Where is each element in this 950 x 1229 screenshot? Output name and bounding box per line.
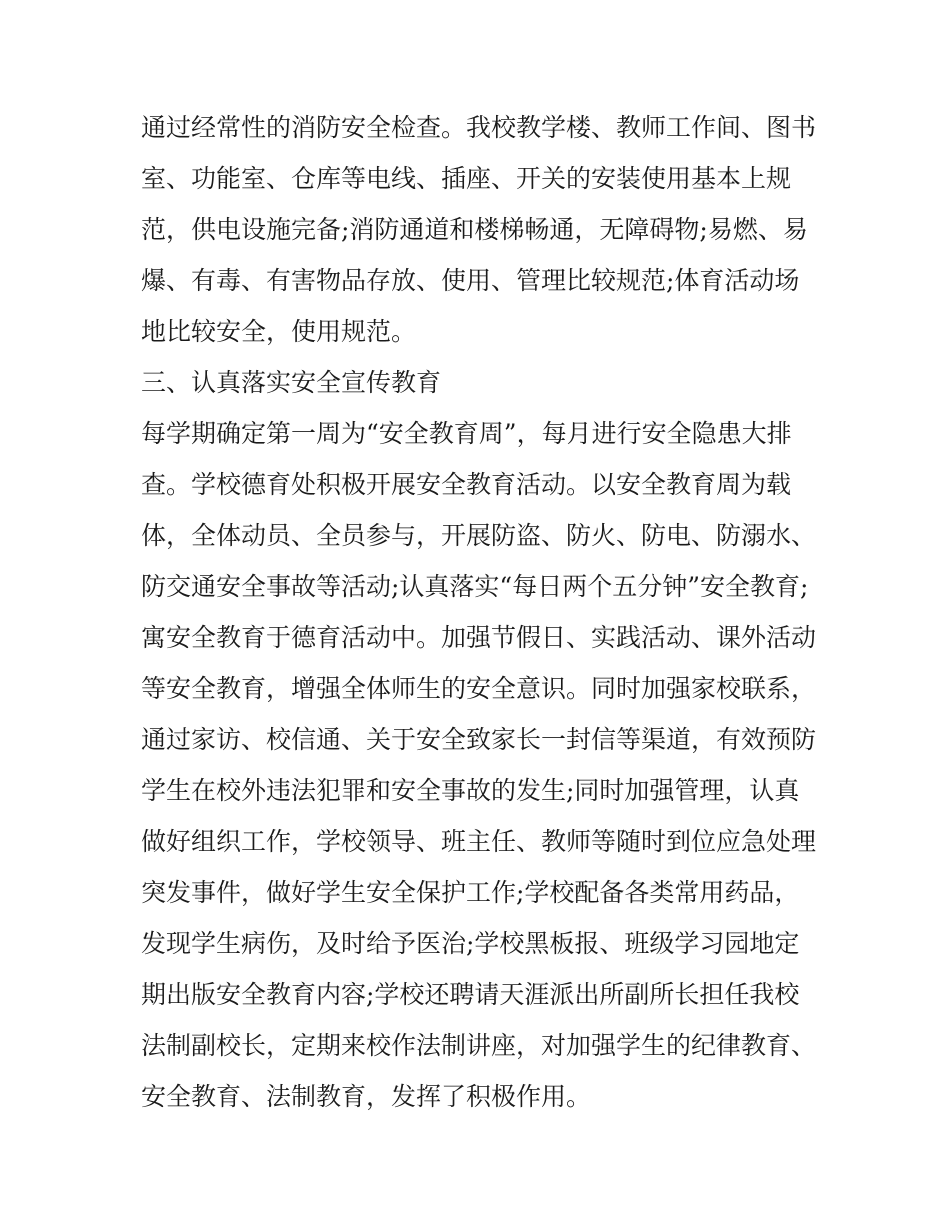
text-line: 学生在校外违法犯罪和安全事故的发生;同时加强管理，认真 bbox=[141, 776, 800, 805]
text-line: 做好组织工作，学校领导、班主任、教师等随时到位应急处理 bbox=[141, 827, 817, 856]
section-heading: 三、认真落实安全宣传教育 bbox=[141, 368, 442, 397]
text-line: 室、功能室、仓库等电线、插座、开关的安装使用基本上规 bbox=[141, 164, 792, 193]
text-line: 体，全体动员、全员参与，开展防盗、防火、防电、防溺水、 bbox=[141, 521, 817, 550]
text-line: 发现学生病伤，及时给予医治;学校黑板报、班级学习园地定 bbox=[141, 929, 800, 958]
text-line: 等安全教育，增强全体师生的安全意识。同时加强家校联系， bbox=[141, 674, 817, 703]
text-line: 地比较安全，使用规范。 bbox=[141, 317, 417, 346]
text-line: 突发事件，做好学生安全保护工作;学校配备各类常用药品， bbox=[141, 878, 800, 907]
text-line: 查。学校德育处积极开展安全教育活动。以安全教育周为载 bbox=[141, 470, 792, 499]
text-line: 每学期确定第一周为“安全教育周”，每月进行安全隐患大排 bbox=[141, 419, 792, 448]
text-line: 范，供电设施完备;消防通道和楼梯畅通，无障碍物;易燃、易 bbox=[141, 215, 808, 244]
text-line: 通过经常性的消防安全检查。我校教学楼、教师工作间、图书 bbox=[141, 113, 817, 142]
text-line: 防交通安全事故等活动;认真落实“每日两个五分钟”安全教育; bbox=[141, 572, 809, 601]
text-line: 安全教育、法制教育，发挥了积极作用。 bbox=[141, 1082, 592, 1111]
text-line: 寓安全教育于德育活动中。加强节假日、实践活动、课外活动 bbox=[141, 623, 817, 652]
text-line: 爆、有毒、有害物品存放、使用、管理比较规范;体育活动场 bbox=[141, 266, 800, 295]
text-line: 通过家访、校信通、关于安全致家长一封信等渠道，有效预防 bbox=[141, 725, 817, 754]
text-line: 期出版安全教育内容;学校还聘请天涯派出所副所长担任我校 bbox=[141, 980, 800, 1009]
text-line: 法制副校长，定期来校作法制讲座，对加强学生的纪律教育、 bbox=[141, 1031, 817, 1060]
